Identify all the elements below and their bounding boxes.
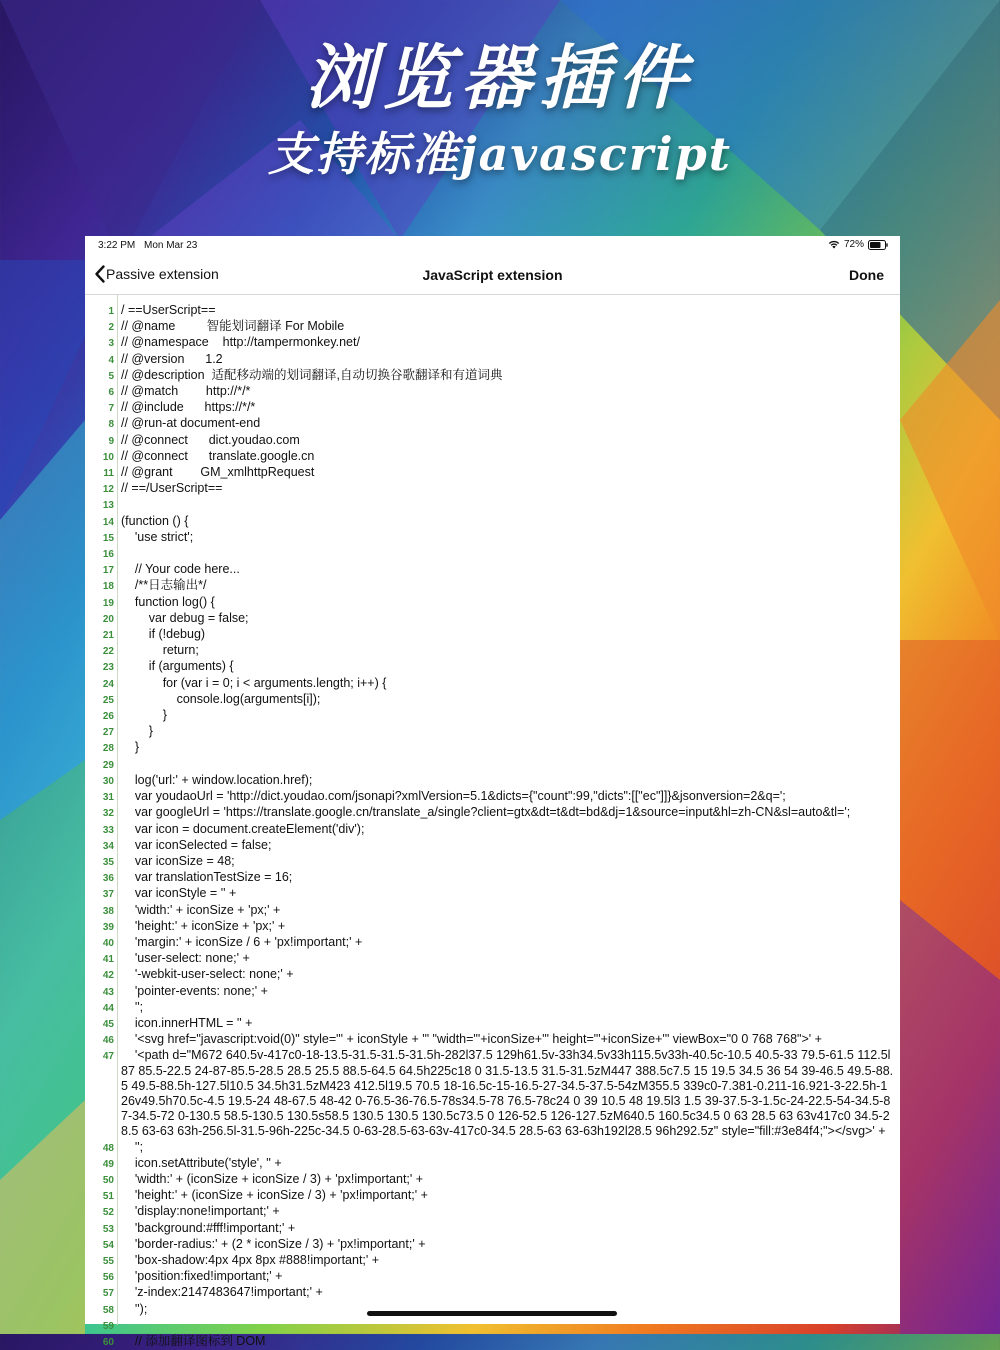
code-text: '<svg href="javascript:void(0)" style="' + iconStyle + '" "width="'+iconSize+'" height="'+iconSize+'" viewBox="0 0 768 768">' + [121, 1032, 822, 1047]
code-line[interactable] [108, 303, 894, 319]
line-number: 26 [102, 711, 114, 723]
line-number: 19 [102, 597, 114, 609]
code-text: // @run-at document-end [121, 416, 261, 431]
line-number: 20 [102, 613, 114, 625]
line-number: 15 [102, 532, 114, 544]
line-number: 43 [102, 986, 114, 998]
line-number: 36 [102, 873, 114, 885]
line-number: 13 [102, 500, 114, 512]
code-text: 'border-radius:' + (2 * iconSize / 3) + 'px!important;' + [121, 1236, 426, 1251]
code-content[interactable] [102, 303, 894, 1350]
code-line[interactable] [108, 416, 894, 432]
code-text: if (!debug) [121, 627, 206, 642]
code-text: var iconSelected = false; [121, 837, 272, 852]
line-number: 4 [108, 354, 114, 366]
line-number: 42 [102, 970, 114, 982]
code-text: icon.setAttribute('style', '' + [121, 1155, 282, 1170]
line-number: 48 [102, 1142, 114, 1154]
code-text: // @description 适配移动端的划词翻译,自动切换谷歌翻译和有道词典 [121, 367, 503, 382]
line-number: 32 [102, 808, 114, 820]
line-number: 3 [108, 338, 114, 350]
code-line[interactable] [102, 610, 894, 627]
code-text: 'width:' + (iconSize + iconSize / 3) + 'px!important;' + [121, 1171, 424, 1186]
code-line[interactable] [102, 1171, 894, 1188]
home-indicator[interactable] [367, 1311, 617, 1316]
line-number: 2 [108, 322, 114, 334]
line-number: 33 [102, 824, 114, 836]
line-number: 50 [102, 1174, 114, 1186]
line-number: 18 [102, 581, 114, 593]
code-line[interactable] [102, 1155, 894, 1172]
code-text: ''; [121, 999, 144, 1014]
code-line[interactable] [108, 432, 894, 449]
code-line[interactable] [108, 351, 894, 368]
code-editor[interactable] [85, 295, 900, 1348]
code-text: // @include https://*/* [121, 400, 256, 415]
status-right [828, 239, 888, 250]
code-line[interactable] [102, 999, 894, 1016]
status-bar [85, 236, 900, 256]
code-text: for (var i = 0; i < arguments.length; i++) { [121, 675, 387, 690]
line-number: 39 [102, 921, 114, 933]
line-number: 14 [102, 516, 114, 528]
code-text: 'position:fixed!important;' + [121, 1269, 283, 1284]
code-line[interactable] [102, 934, 894, 951]
line-number: 28 [102, 743, 114, 755]
code-text: 'background:#fff!important;' + [121, 1220, 296, 1235]
code-line[interactable] [102, 1252, 894, 1269]
code-line[interactable] [108, 384, 894, 400]
code-text: 'width:' + iconSize + 'px;' + [121, 902, 281, 917]
line-number: 38 [102, 905, 114, 917]
code-text [121, 497, 894, 513]
line-number: 17 [102, 565, 114, 577]
code-line[interactable] [102, 448, 894, 465]
code-text: 'height:' + (iconSize + iconSize / 3) + 'px!important;' + [121, 1188, 428, 1203]
code-text: var icon = document.createElement('div'); [121, 821, 365, 836]
code-line[interactable] [102, 1032, 894, 1048]
code-line[interactable] [102, 1048, 894, 1139]
line-number: 53 [102, 1223, 114, 1235]
code-text: return; [121, 643, 199, 658]
line-number: 5 [108, 370, 114, 382]
code-line[interactable] [102, 951, 894, 967]
line-number: 40 [102, 937, 114, 949]
code-text: 'box-shadow:4px 4px 8px #888!important;' + [121, 1252, 380, 1267]
status-date: Mon Mar 23 [144, 240, 198, 251]
code-line[interactable] [102, 789, 894, 805]
code-text: // @version 1.2 [121, 351, 223, 366]
code-line[interactable] [102, 983, 894, 1000]
line-number: 23 [102, 662, 114, 674]
line-number: 11 [103, 468, 114, 480]
code-text: 'display:none!important;' + [121, 1204, 280, 1219]
code-line[interactable] [108, 319, 894, 335]
code-text: 'pointer-events: none;' + [121, 983, 268, 998]
code-text: // ==/UserScript== [121, 481, 223, 496]
line-number: 22 [102, 646, 114, 658]
line-number: 44 [102, 1002, 114, 1014]
code-line[interactable] [102, 1139, 894, 1156]
line-number: 54 [102, 1239, 114, 1251]
code-line[interactable] [102, 757, 894, 773]
code-text: // @namespace http://tampermonkey.net/ [121, 335, 360, 350]
code-line[interactable] [102, 691, 894, 708]
code-text: (function () { [121, 513, 189, 528]
code-text: // @connect dict.youdao.com [121, 432, 300, 447]
code-line[interactable] [102, 902, 894, 919]
code-line[interactable] [108, 400, 894, 416]
code-text: '<path d="M672 640.5v-417c0-18-13.5-31.5-31.5-31.5h-282l37.5 129h61.5v-33h34.5v33h115.5v33h-40.5c-10.5 40.5-33 79.5-61.5 112.5l87 85.5-22.5 24-87-85.5-28.5 28.5 25.5 88.5-64.5 64.5h225c18 0 31.5-13.5 31.5-31.5zM447 388.5c7.5 15 19.5 34.5 36 54 39-46.5 49.5-88.5 49.5-88.5h-127.5l10.5 34.5h31.5zM423 412.5l19.5 70.5 18-16.5c-15-16.5-27-34.5-37.5-54zM355.5 339c0-7.381-0.211-16.921-3-22.5h-126v49.5h70.5c-4.5 19.5-24 48-67.5 48-42 0-76.5-36-76.5-78s34.5-78 76.5-78c24 0 39 10.5 48 19.5l3 1.5 39-37.5-3-1.5c-24-22.5-54-34.5-87-34.5-72 0-130.5 58.5-130.5 130.5s58.5 130.5 130.5 130.5c73.5 0 126-52.5 126-127.5zM640.5 160.5c34.5 0 63 28.5 63 63v417c0 34.5-28.5 63-63 63h-256.5l-31.5-96h-225c-34.5 0-63-28.5-63-63v-417c0-34.5 28.5-63 63-63h192l28.5 96h292.5z" style="fill:#3e84f4;"></svg>' + [121, 1048, 894, 1139]
code-line[interactable] [102, 772, 894, 789]
code-line[interactable] [102, 1220, 894, 1237]
line-number: 21 [102, 630, 114, 642]
code-line[interactable] [102, 886, 894, 902]
line-number: 58 [102, 1304, 114, 1316]
code-text: // @name 智能划词翻译 For Mobile [121, 319, 345, 334]
line-number: 41 [102, 954, 114, 966]
code-line[interactable] [102, 967, 894, 983]
status-time: 3:22 PM [98, 240, 136, 251]
line-number: 55 [102, 1255, 114, 1267]
code-line[interactable] [103, 465, 894, 481]
code-line[interactable] [102, 821, 894, 838]
line-number: 34 [102, 840, 114, 852]
code-text [121, 757, 894, 773]
code-line[interactable] [102, 1318, 894, 1334]
code-line[interactable] [102, 578, 894, 594]
code-line[interactable] [102, 643, 894, 659]
code-line[interactable] [102, 513, 894, 530]
line-number: 16 [102, 549, 114, 561]
line-number: 47 [102, 1051, 114, 1063]
code-line[interactable] [102, 659, 894, 675]
code-text: 'z-index:2147483647!important;' + [121, 1285, 323, 1300]
line-number: 51 [102, 1191, 114, 1203]
code-text: 'use strict'; [121, 529, 194, 544]
code-text: var googleUrl = 'https://translate.google.cn/translate_a/single?client=gtx&dt=t&dt=bd&dj=1&source=input&hl=zh-CN&sl=auto&tl='; [121, 805, 851, 820]
promo-title: 浏览器插件 [305, 36, 695, 119]
code-line[interactable] [102, 675, 894, 692]
code-text: / ==UserScript== [121, 303, 216, 317]
line-number: 8 [108, 419, 114, 431]
line-number: 56 [102, 1272, 114, 1284]
code-text: 'user-select: none;' + [121, 951, 250, 966]
ipad-screen [85, 236, 900, 1348]
code-line[interactable] [102, 1236, 894, 1253]
line-number: 60 [102, 1337, 114, 1348]
line-number: 57 [102, 1288, 114, 1300]
promo-subtitle: 支持标准javascript [267, 127, 732, 181]
line-number: 9 [108, 435, 114, 447]
code-text: var translationTestSize = 16; [121, 870, 293, 885]
code-line[interactable] [102, 1269, 894, 1285]
code-text: ''); [121, 1301, 148, 1316]
code-text: /**日志输出*/ [121, 578, 207, 593]
line-number: 29 [102, 759, 114, 771]
line-number: 59 [102, 1320, 114, 1332]
code-text [121, 1318, 894, 1334]
code-text: console.log(arguments[i]); [121, 691, 321, 706]
code-line[interactable] [102, 1015, 894, 1032]
code-line[interactable] [102, 853, 894, 870]
line-number: 10 [102, 451, 114, 463]
done-button[interactable]: Done [849, 267, 884, 283]
line-number: 46 [102, 1035, 114, 1047]
code-text: log('url:' + window.location.href); [121, 772, 313, 787]
code-text: // @match http://*/* [121, 384, 251, 399]
code-line[interactable] [102, 837, 894, 854]
code-line[interactable] [102, 497, 894, 513]
line-number: 45 [102, 1018, 114, 1030]
navigation-bar [85, 256, 900, 295]
line-number: 35 [102, 856, 114, 868]
code-text: 'height:' + iconSize + 'px;' + [121, 918, 286, 933]
code-line[interactable] [102, 724, 894, 740]
code-text: ''; [121, 1139, 144, 1154]
code-line[interactable] [102, 627, 894, 643]
code-text: function log() { [121, 594, 215, 609]
line-number: 49 [102, 1158, 114, 1170]
battery-percent: 72% [843, 239, 864, 250]
line-number: 31 [102, 792, 114, 804]
code-text [121, 546, 894, 562]
line-number: 1 [108, 306, 114, 317]
code-line[interactable] [102, 481, 894, 497]
line-number: 25 [102, 694, 114, 706]
line-number: 7 [108, 403, 114, 415]
code-text: var debug = false; [121, 610, 249, 625]
line-number: 24 [102, 678, 114, 690]
code-line[interactable] [102, 918, 894, 935]
code-text: } [121, 740, 140, 755]
line-number: 12 [102, 484, 114, 496]
line-number: 37 [102, 889, 114, 901]
code-text: // @grant GM_xmlhttpRequest [121, 465, 315, 480]
battery-icon [868, 240, 888, 250]
code-text: // @connect translate.google.cn [121, 448, 315, 463]
line-number: 27 [102, 727, 114, 739]
code-line[interactable] [102, 1204, 894, 1220]
code-line[interactable] [102, 1188, 894, 1204]
code-line[interactable] [102, 870, 894, 886]
code-text: 'margin:' + iconSize / 6 + 'px!important;' + [121, 934, 363, 949]
code-text: var youdaoUrl = 'http://dict.youdao.com/jsonapi?xmlVersion=5.1&dicts={"count":99,"dicts":[["ec"]]}&jsonversion=2&q='; [121, 789, 786, 804]
back-button-label: Passive extension [106, 266, 219, 282]
code-line[interactable] [102, 708, 894, 724]
wifi-icon [828, 240, 840, 249]
code-line[interactable] [102, 594, 894, 611]
code-text: if (arguments) { [121, 659, 234, 674]
code-text: icon.innerHTML = '' + [121, 1015, 253, 1030]
promo-header [0, 0, 1000, 236]
code-text: } [121, 708, 167, 723]
code-line[interactable] [108, 335, 894, 351]
line-number: 30 [102, 775, 114, 787]
code-line[interactable] [102, 740, 894, 756]
page-title: JavaScript extension [422, 267, 563, 283]
code-text: } [121, 724, 153, 739]
code-text: var iconStyle = '' + [121, 886, 237, 901]
code-line[interactable] [102, 805, 894, 821]
code-line[interactable] [108, 367, 894, 384]
code-line[interactable] [102, 1285, 894, 1301]
code-line[interactable] [102, 546, 894, 562]
code-text: '-webkit-user-select: none;' + [121, 967, 294, 982]
code-text: // Your code here... [121, 562, 240, 577]
line-number: 6 [108, 387, 114, 399]
code-line[interactable] [102, 1334, 894, 1350]
code-text: // 添加翻译图标到 DOM [121, 1334, 266, 1348]
code-line[interactable] [102, 529, 894, 546]
code-text: var iconSize = 48; [121, 853, 235, 868]
code-line[interactable] [102, 562, 894, 578]
line-number: 52 [102, 1207, 114, 1219]
